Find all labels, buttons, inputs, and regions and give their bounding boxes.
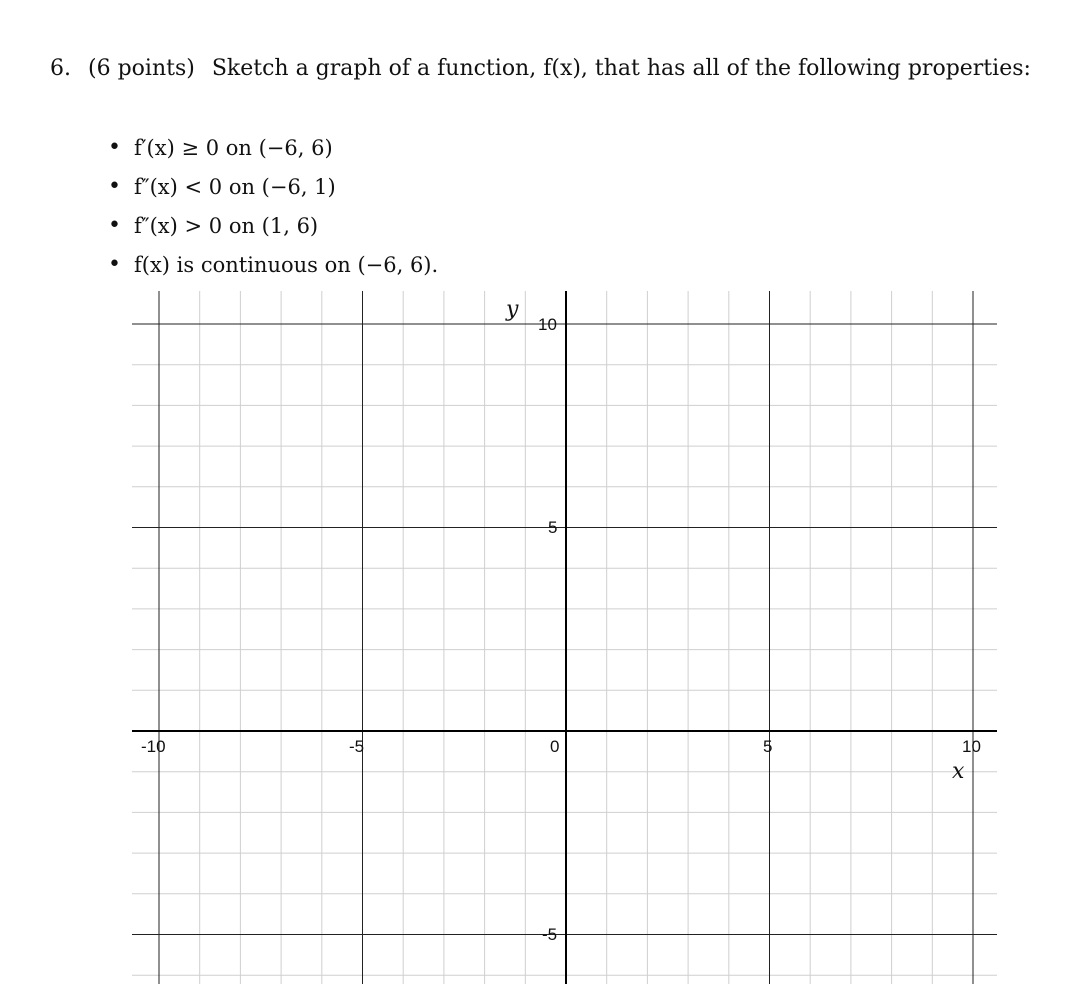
problem-points: (6 points) (88, 56, 195, 81)
bullet-icon: • (108, 252, 121, 277)
minor-grid (132, 291, 997, 984)
y-axis-label: y (506, 297, 519, 322)
x-tick-label-neg5: -5 (349, 737, 365, 756)
bullet-icon: • (108, 135, 121, 160)
x-axis-label: x (952, 759, 965, 784)
bullet-icon: • (108, 174, 121, 199)
x-tick-label-0: 0 (550, 737, 560, 756)
property-text: f(x) is continuous on (−6, 6). (134, 253, 439, 277)
axes (132, 291, 997, 984)
y-tick-label-neg5: -5 (542, 925, 558, 944)
problem-number: 6. (50, 56, 71, 81)
x-tick-label-5: 5 (763, 737, 773, 756)
tick-labels (141, 297, 981, 944)
property-text: f″(x) < 0 on (−6, 1) (134, 175, 336, 199)
property-text: f″(x) > 0 on (1, 6) (134, 214, 319, 238)
y-tick-label-5: 5 (548, 518, 558, 537)
major-grid (132, 291, 997, 984)
y-tick-label-10: 10 (538, 315, 557, 334)
x-tick-label-10: 10 (962, 737, 981, 756)
x-tick-label-neg10: -10 (141, 737, 166, 756)
property-text: f′(x) ≥ 0 on (−6, 6) (134, 136, 333, 160)
problem-prompt: Sketch a graph of a function, f(x), that has all of the following properties: (211, 56, 1031, 81)
bullet-icon: • (108, 213, 121, 238)
